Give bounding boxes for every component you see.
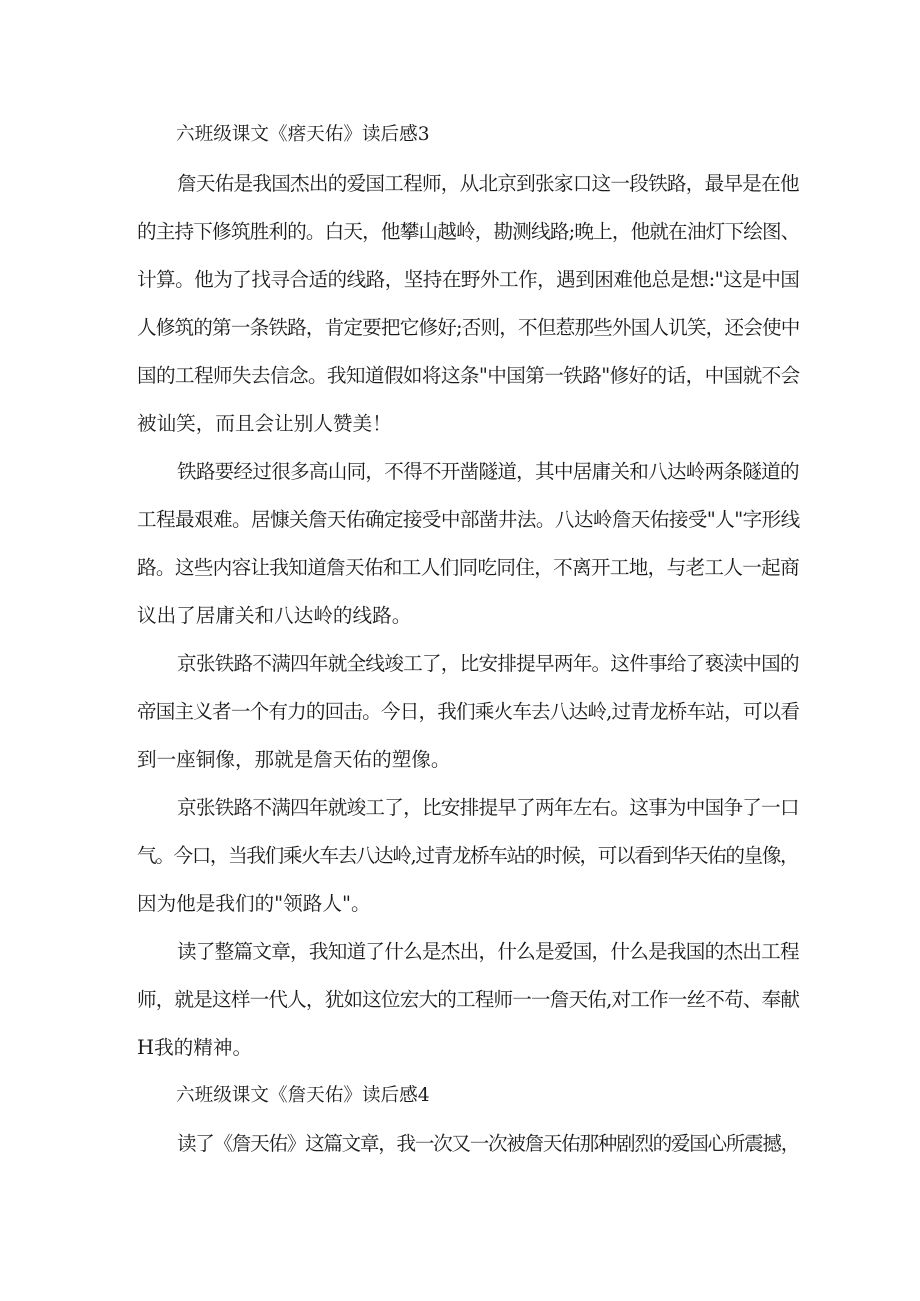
text-line: 因为他是我们的"领路人"。 xyxy=(137,892,371,915)
section-heading: 六班级课文《瘩天佑》读后感3 xyxy=(176,124,430,145)
text-line: 铁路要经过很多高山同，不得不开凿隧道，其中居庸关和八达岭两条隧道的 xyxy=(177,460,799,483)
text-line: 读了《詹天佑》这篇文章，我一次又一次被詹天佑那种剧烈的爱国心所震撼， xyxy=(177,1132,799,1155)
text-line: 计算。他为了找寻合适的线路，坚持在野外工作，遇到困难他总是想:"这是中国 xyxy=(137,268,800,291)
text-line: 的主持下修筑胜利的。白天，他攀山越岭，勘测线路;晚上，他就在油灯下绘图、 xyxy=(137,220,800,243)
text-line: 师，就是这样一代人，犹如这位宏大的工程师一一詹天佑,对工作一丝不苟、奉献 xyxy=(137,988,800,1011)
text-line: 气。今口，当我们乘火车去八达岭,过青龙桥车站的时候，可以看到华天佑的皇像， xyxy=(137,844,799,867)
text-line: 读了整篇文章，我知道了什么是杰出，什么是爱国，什么是我国的杰出工程 xyxy=(177,940,799,963)
text-line: 到一座铜像，那就是詹天佑的塑像。 xyxy=(137,748,451,771)
text-line: 议出了居庸关和八达岭的线路。 xyxy=(137,604,412,627)
text-line: 京张铁路不满四年就竣工了，比安排提早了两年左右。这事为中国争了一口 xyxy=(177,796,799,819)
text-line: 詹天佑是我国杰出的爱国工程师，从北京到张家口这一段铁路，最早是在他 xyxy=(177,172,799,195)
text-line: 国的工程师失去信念。我知道假如将这条"中国第一铁路"修好的话，中国就不会 xyxy=(137,364,800,387)
section-heading: 六班级课文《詹天佑》读后感4 xyxy=(176,1085,430,1106)
text-line: 工程最艰难。居慷关詹天佑确定接受中部凿井法。八达岭詹天佑接受"人"字形线 xyxy=(137,508,800,531)
text-line: 人修筑的第一条铁路，肯定要把它修好;否则，不但惹那些外国人讥笑，还会使中 xyxy=(137,316,800,339)
text-line: 路。这些内容让我知道詹天佑和工人们同吃同住，不离开工地，与老工人一起商 xyxy=(137,556,799,579)
text-line: 帝国主义者一个有力的回击。今日，我们乘火车去八达岭,过青龙桥车站，可以看 xyxy=(137,700,800,723)
text-line: 被讪笑，而且会让别人赞美！ xyxy=(137,412,392,435)
text-line: 京张铁路不满四年就全线竣工了，比安排提早两年。这件事给了亵渎中国的 xyxy=(177,652,799,675)
text-line: H我的精神。 xyxy=(137,1036,253,1059)
